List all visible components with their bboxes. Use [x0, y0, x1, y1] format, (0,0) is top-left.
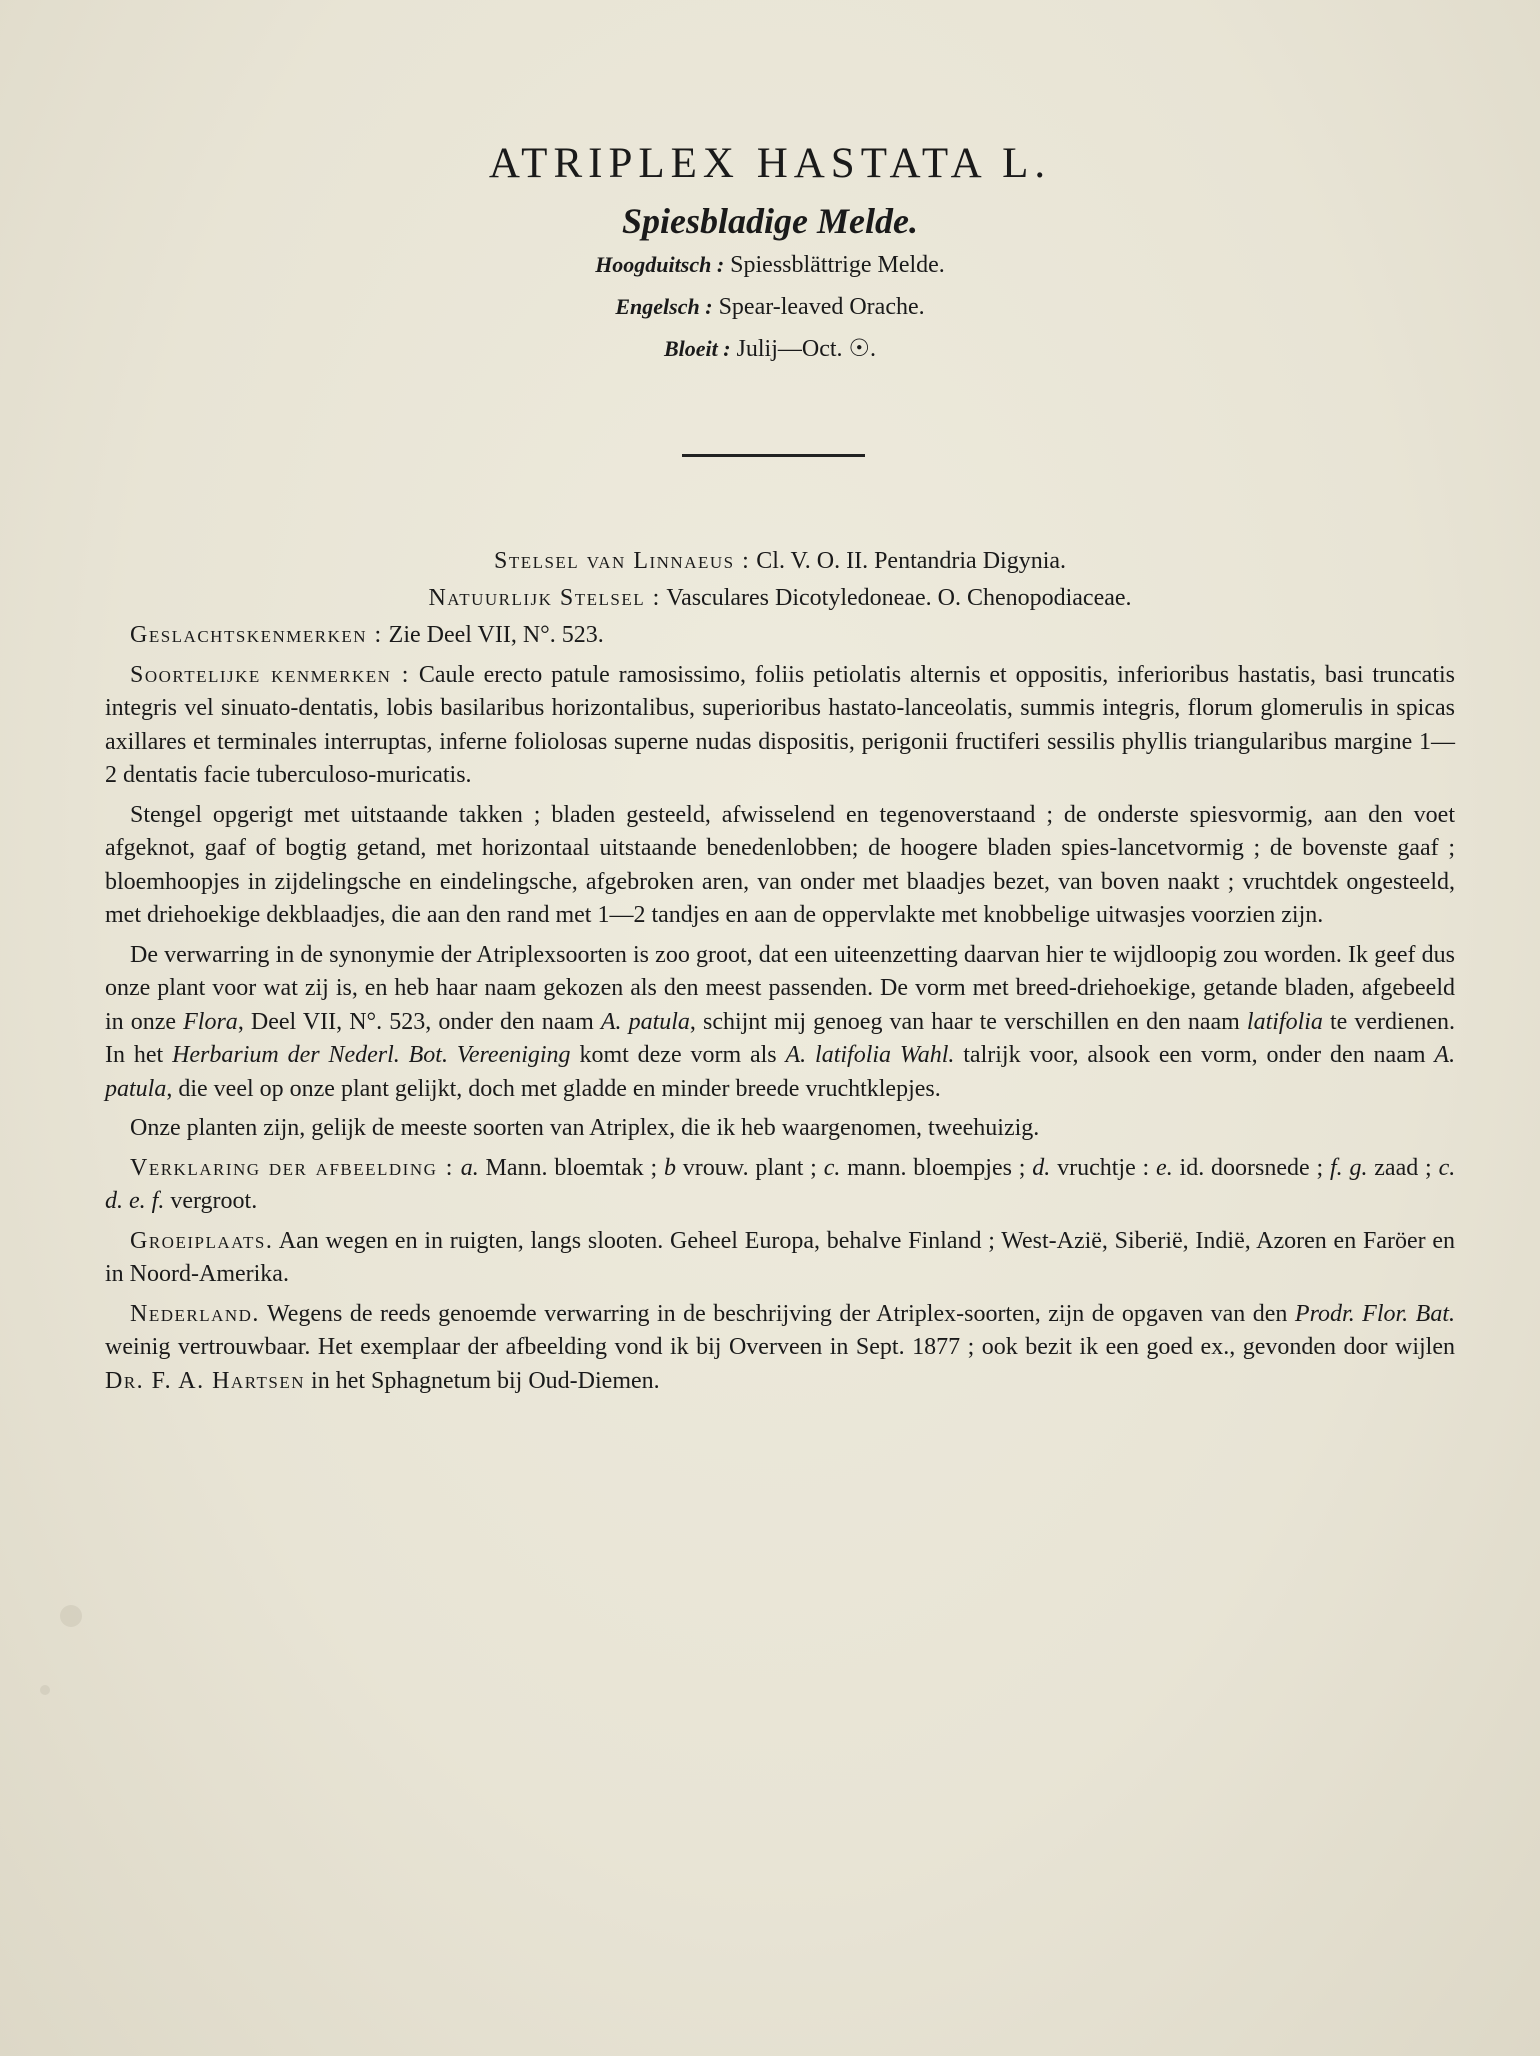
habitat	[105, 1225, 1455, 1292]
legend-text: mann. bloempjes ;	[847, 1154, 1026, 1181]
herbarium-ref: Herbarium der Nederl. Bot. Vereeniging	[172, 1042, 571, 1068]
legend-text: zaad ;	[1374, 1154, 1432, 1181]
discussion-text: De verwarring in de synonymie der Atriplexsoorten is zoo groot, dat een uiteenzetting daarvan hier te wijdloopig zou worden. Ik geef dus onze plant voor wat zij is, en heb haar naam gekozen als den meest passenden. De vorm met breed-driehoekige, getande bladen, afgebeeld in onze	[105, 941, 1455, 1035]
legend-key: e.	[1156, 1154, 1173, 1181]
english-name-line	[0, 286, 1540, 328]
discussion-text: , die veel op onze plant gelijkt, doch met gladde en minder breede vruchtklepjes.	[166, 1075, 941, 1102]
english-label: Engelsch :	[615, 294, 713, 319]
habitat-label: Groeiplaats.	[130, 1227, 274, 1254]
species-label: Soortelijke kenmerken :	[130, 661, 410, 688]
figure-legend	[105, 1152, 1455, 1219]
legend-key: c.	[823, 1154, 841, 1181]
flora-ref: Flora	[183, 1008, 238, 1035]
german-label: Hoogduitsch :	[595, 252, 725, 277]
habitat-text: Aan wegen en in ruigten, langs slooten. Geheel Europa, behalve Finland ; West-Azië, Siberië, Indië, Azoren en Faröer en in Noord-Amerika.	[105, 1227, 1455, 1287]
legend-key: c. d. e. f.	[105, 1154, 1456, 1214]
species-name-patula: A. patula	[600, 1008, 690, 1035]
dutch-name: Spiesbladige Melde.	[622, 201, 918, 241]
stem-text: Stengel opgerigt met uitstaande takken ; bladen gesteeld, afwisselend en tegenoverstaand ; de onderste spiesvormig, aan den voet afgeknot, gaaf of bogtig getand, met horizontaal uitstaande benedenlobben; de hoogere bladen spies-lancetvormig ; de bovenste gaaf ; bloemhoopjes in zijdelingsche en eindelingsche, afgebroken aren, van onder met blaadjes bezet, van boven naakt ; vruchtdek ongesteeld, met driehoekige dekblaadjes, die aan den rand met 1—2 tandjes en aan de oppervlakte met knobbelige uitwasjes voorzien zijn.	[105, 801, 1455, 928]
body-text	[105, 543, 1455, 1404]
legend-text: vrouw. plant ;	[682, 1154, 817, 1181]
bloom-line	[0, 328, 1540, 370]
linnaeus-system	[105, 543, 1455, 580]
header	[0, 138, 1540, 370]
dioecious-text: Onze planten zijn, gelijk de meeste soorten van Atriplex, die ik heb waargenomen, tweehuizig.	[130, 1115, 1040, 1141]
linnaeus-value: Cl. V. O. II. Pentandria Digynia.	[756, 548, 1067, 574]
stem-description	[105, 799, 1455, 933]
species-name-latifolia: A. latifolia Wahl.	[785, 1042, 955, 1068]
natural-label: Natuurlijk Stelsel :	[428, 585, 661, 611]
species-name-patula: A. patula	[105, 1042, 1456, 1102]
german-name: Spiessblättrige Melde.	[730, 252, 945, 278]
netherlands-text: Wegens de reeds genoemde verwarring in de beschrijving der Atriplex-soorten, zijn de opgaven van den	[266, 1300, 1288, 1327]
legend-text: Mann. bloemtak ;	[485, 1154, 658, 1181]
linnaeus-label: Stelsel van Linnaeus :	[493, 548, 751, 574]
english-name: Spear-leaved Orache.	[718, 294, 925, 320]
synonymy-discussion	[105, 939, 1455, 1107]
bloom-label: Bloeit :	[663, 336, 731, 361]
divider-rule	[682, 454, 865, 457]
genus-characters	[105, 619, 1455, 653]
legend-text: vergroot.	[170, 1188, 258, 1214]
netherlands-text: in het Sphagnetum bij Oud-Diemen.	[311, 1367, 660, 1394]
legend-key: f. g.	[1329, 1154, 1368, 1181]
legend-key: b	[663, 1154, 676, 1181]
netherlands-distribution	[105, 1298, 1455, 1399]
paper-stain	[40, 1685, 50, 1695]
natural-value: Vasculares Dicotyledoneae. O. Chenopodiaceae.	[666, 585, 1132, 611]
genus-label: Geslachtskenmerken :	[130, 622, 383, 648]
paper-stain	[60, 1605, 82, 1627]
legend-key: a.	[460, 1154, 479, 1181]
dioecious-note	[105, 1112, 1455, 1146]
discussion-text: , schijnt mij genoeg van haar te verschillen en den naam	[689, 1008, 1240, 1035]
collector-name: Dr. F. A. Hartsen	[105, 1367, 306, 1394]
legend-text: vruchtje :	[1057, 1154, 1150, 1181]
netherlands-text: weinig vertrouwbaar. Het exemplaar der afbeelding vond ik bij Overveen in Sept. 1877 ; ook bezit ik een goed ex., gevonden door wijlen	[105, 1334, 1455, 1360]
netherlands-label: Nederland.	[130, 1300, 260, 1327]
genus-value: Zie Deel VII, N°. 523.	[388, 622, 604, 648]
epithet-latifolia: latifolia	[1246, 1008, 1323, 1035]
discussion-text: , Deel VII, N°. 523, onder den naam	[237, 1008, 594, 1035]
discussion-text: komt deze vorm als	[579, 1042, 777, 1068]
discussion-text: talrijk voor, alsook een vorm, onder den naam	[963, 1042, 1426, 1068]
legend-key: d.	[1032, 1154, 1051, 1181]
species-text: Caule erecto patule ramosissimo, foliis petiolatis alternis et oppositis, inferioribus hastatis, basi truncatis integris vel sinuato-dentatis, lobis basilaribus horizontalibus, superioribus hastato-lanceolatis, summis integris, florum glomerulis in spicas axillares et terminales interruptas, inferne foliolosas superne nudas dispositis, perigonii fructiferi sessilis phyllis triangularibus margine 1—2 dentatis facie tuberculoso-muricatis.	[105, 661, 1456, 788]
bloom-period: Julij—Oct. ☉.	[736, 336, 877, 362]
legend-label: Verklaring der afbeelding :	[130, 1154, 454, 1181]
discussion-text: te verdienen. In het	[105, 1008, 1456, 1068]
prodromus-ref: Prodr. Flor. Bat.	[1294, 1300, 1455, 1327]
natural-system	[105, 580, 1455, 617]
species-characters	[105, 659, 1455, 793]
page-title: ATRIPLEX HASTATA L.	[488, 140, 1052, 187]
legend-text: id. doorsnede ;	[1179, 1154, 1324, 1181]
german-name-line	[0, 244, 1540, 286]
